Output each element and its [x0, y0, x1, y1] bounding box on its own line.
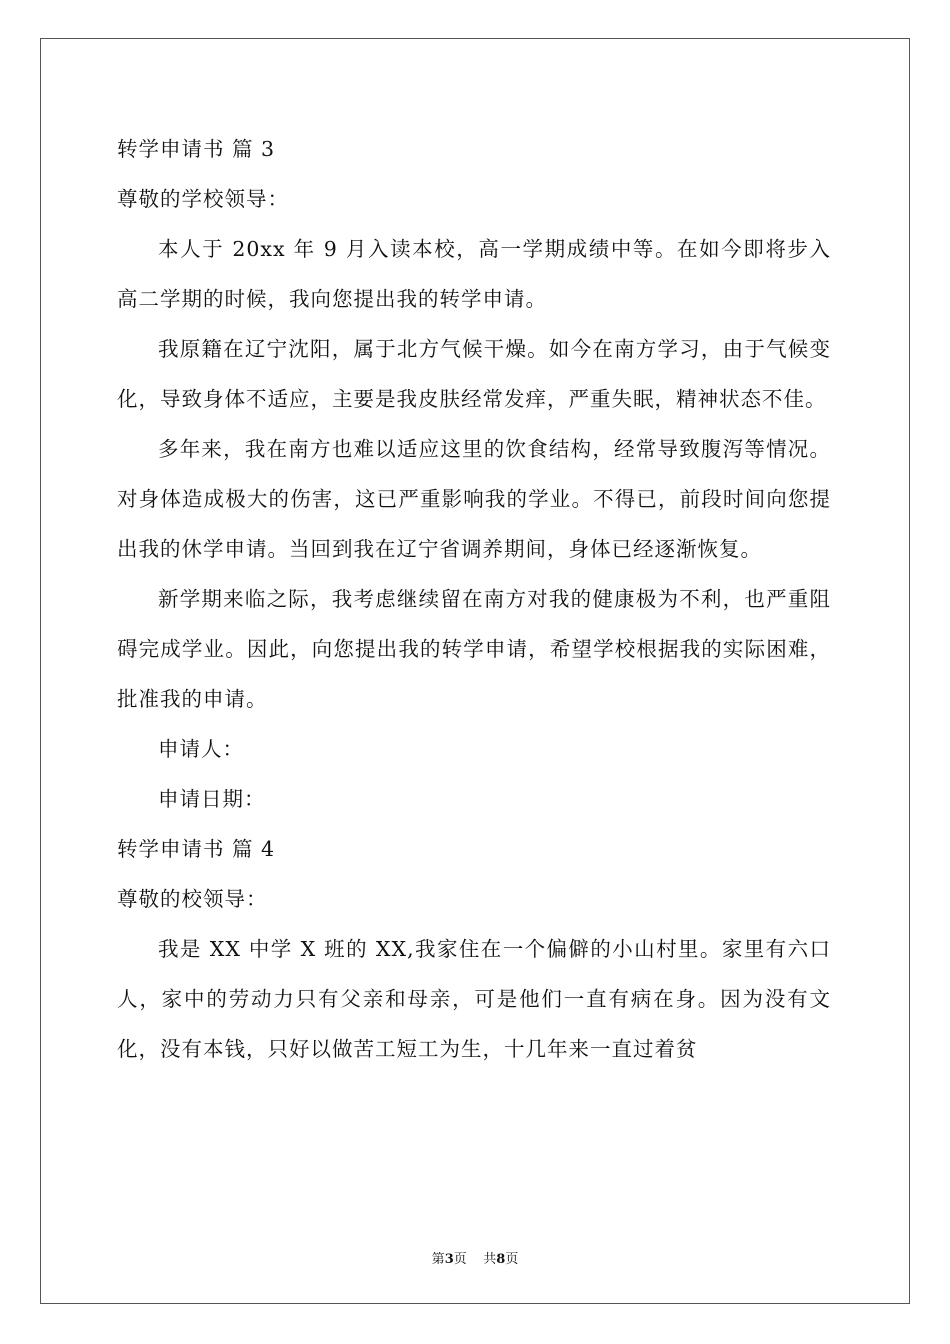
section-3-paragraph-1: 本人于 20xx 年 9 月入读本校，高一学期成绩中等。在如今即将步入高二学期的时候，我向您提出我的转学申请。	[117, 237, 831, 311]
section-4-title: 转学申请书 篇 4	[117, 837, 276, 861]
footer-page-suffix: 页	[505, 1252, 519, 1267]
document-body	[117, 124, 831, 1074]
footer-current-page: 3	[444, 1252, 454, 1267]
footer-page-mid: 页 共	[453, 1252, 497, 1267]
section-3-salutation: 尊敬的学校领导：	[117, 187, 289, 211]
section-4-salutation: 尊敬的校领导：	[117, 887, 268, 911]
applicant-label: 申请人：	[158, 737, 244, 761]
application-date-label: 申请日期：	[158, 787, 266, 811]
section-3-title: 转学申请书 篇 3	[117, 137, 276, 161]
section-4-paragraph-1: 我是 XX 中学 X 班的 XX,我家住在一个偏僻的小山村里。家里有六口人，家中的劳动力只有父亲和母亲，可是他们一直有病在身。因为没有文化，没有本钱，只好以做苦工短工为生，十几年来一直过着贫	[117, 937, 831, 1061]
section-3-paragraph-3: 多年来，我在南方也难以适应这里的饮食结构，经常导致腹泻等情况。对身体造成极大的伤害，这已严重影响我的学业。不得已，前段时间向您提出我的休学申请。当回到我在辽宁省调养期间，身体已经逐渐恢复。	[117, 437, 831, 561]
page-footer	[0, 1248, 950, 1267]
footer-page-prefix: 第	[431, 1252, 445, 1267]
section-3-paragraph-4: 新学期来临之际，我考虑继续留在南方对我的健康极为不利，也严重阻碍完成学业。因此，向您提出我的转学申请，希望学校根据我的实际困难，批准我的申请。	[117, 587, 831, 711]
section-3-paragraph-2: 我原籍在辽宁沈阳，属于北方气候干燥。如今在南方学习，由于气候变化，导致身体不适应，主要是我皮肤经常发痒，严重失眠，精神状态不佳。	[117, 337, 831, 411]
footer-total-pages: 8	[496, 1252, 506, 1267]
